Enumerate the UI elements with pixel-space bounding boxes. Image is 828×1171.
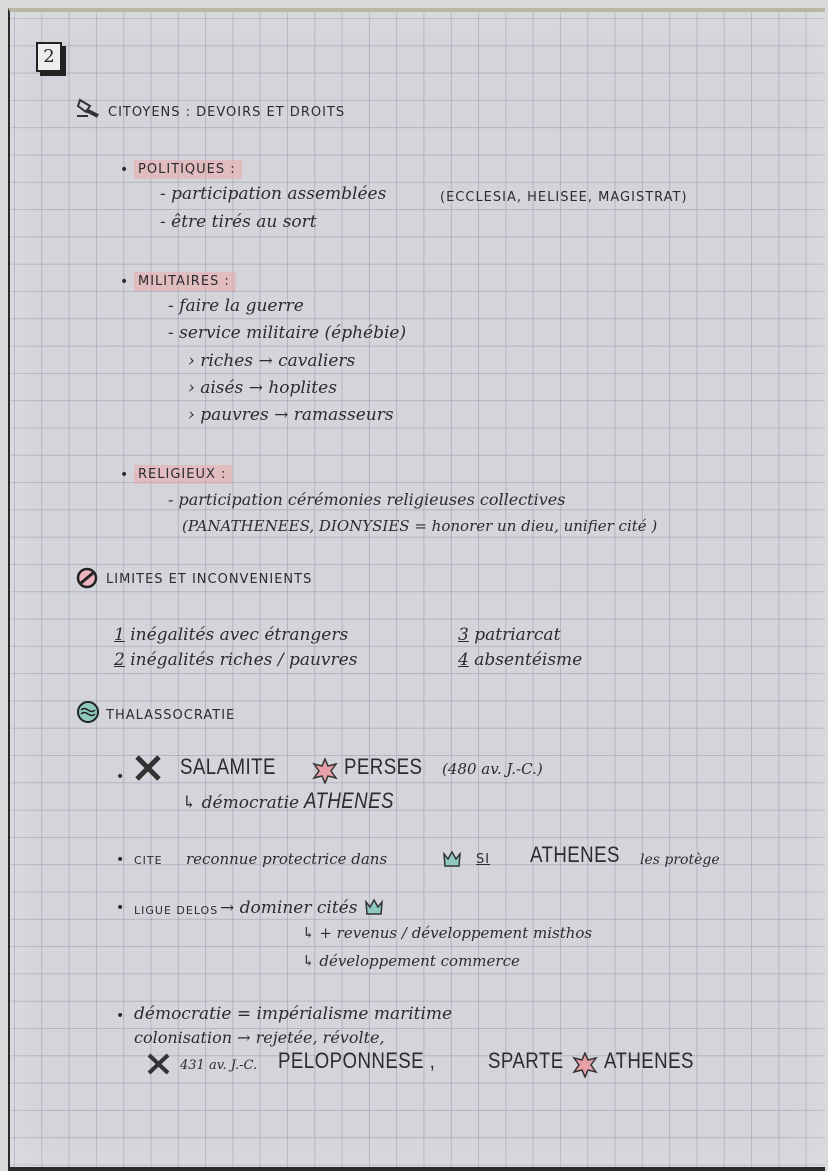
bullet: • — [120, 467, 129, 483]
bullet: • — [116, 852, 125, 868]
subitem-pauvres: › pauvres → ramasseurs — [188, 405, 394, 425]
subitem-riches: › riches → cavaliers — [188, 351, 356, 371]
waves-icon — [76, 700, 100, 724]
sparte-label: SPARTE — [488, 1048, 564, 1073]
bullet: • — [116, 769, 125, 785]
dominer-text: → dominer cités — [220, 898, 358, 918]
item-institutions: (ECCLESIA, HELISEE, MAGISTRAT) — [440, 190, 688, 205]
subitem-aises: › aisés → hoplites — [188, 378, 337, 398]
revenus-text: ↳ + revenus / développement misthos — [302, 924, 593, 942]
si-label: SI — [476, 852, 491, 867]
colonisation-text: colonisation → rejetée, révolte, — [134, 1028, 385, 1047]
notebook-page — [8, 8, 825, 1171]
enemy-perses: PERSES — [344, 754, 423, 779]
date-480: (480 av. J.-C.) — [442, 760, 543, 778]
limit-item-4: 4 absentéisme — [458, 650, 583, 670]
bullet: • — [116, 1008, 125, 1024]
athenes-label-2: ATHENES — [604, 1048, 694, 1073]
crown-icon — [364, 898, 384, 916]
no-entry-icon — [76, 567, 98, 589]
section-title-thalassocratie: THALASSOCRATIE — [106, 708, 236, 723]
item-service: - service militaire (éphébie) — [168, 323, 407, 343]
gavel-icon — [76, 98, 102, 120]
section-title-limites: LIMITES ET INCONVENIENTS — [106, 572, 313, 587]
category-militaires: MILITAIRES : — [134, 272, 236, 291]
ligue-delos: LIGUE DELOS — [134, 904, 219, 917]
item-ceremonies: - participation cérémonies religieuses collectives — [168, 490, 566, 509]
cite-label: CITE — [134, 854, 163, 867]
crown-icon — [442, 850, 462, 868]
commerce-text: ↳ développement commerce — [302, 952, 520, 970]
item-guerre: - faire la guerre — [168, 296, 304, 316]
item-panathenees: (PANATHENEES, DIONYSIES = honorer un dieu, unifier cité ) — [182, 517, 658, 535]
war-peloponnese: PELOPONNESE , — [278, 1048, 436, 1073]
limit-item-2: 2 inégalités riches / pauvres — [114, 650, 358, 670]
category-politiques: POLITIQUES : — [134, 160, 242, 179]
crossed-swords-icon — [134, 754, 164, 782]
bullet: • — [120, 162, 129, 178]
battle-salamine: SALAMITE — [180, 754, 276, 779]
date-431: 431 av. J.-C. — [180, 1058, 258, 1073]
protege-text: les protège — [640, 852, 720, 868]
page-number-badge: 2 — [36, 42, 62, 72]
athenes-label: ATHENES — [530, 842, 620, 867]
limit-item-1: 1 inégalités avec étrangers — [114, 625, 349, 645]
item-tires-au-sort: - être tirés au sort — [160, 212, 317, 232]
clash-star-icon — [312, 758, 338, 784]
limit-item-3: 3 patriarcat — [458, 625, 561, 645]
section-title-citoyens: CITOYENS : DEVOIRS ET DROITS — [108, 105, 346, 120]
consequence-democratie: ↳ démocratie ATHENES — [182, 788, 395, 813]
bullet: • — [116, 900, 125, 916]
category-religieux: RELIGIEUX : — [134, 465, 232, 484]
bullet: • — [120, 274, 129, 290]
clash-star-icon — [572, 1052, 598, 1078]
imperialisme-text: démocratie = impérialisme maritime — [134, 1004, 453, 1024]
protectrice-text: reconnue protectrice dans — [186, 850, 388, 868]
crossed-swords-icon — [146, 1052, 172, 1076]
item-participation: - participation assemblées — [160, 184, 387, 204]
